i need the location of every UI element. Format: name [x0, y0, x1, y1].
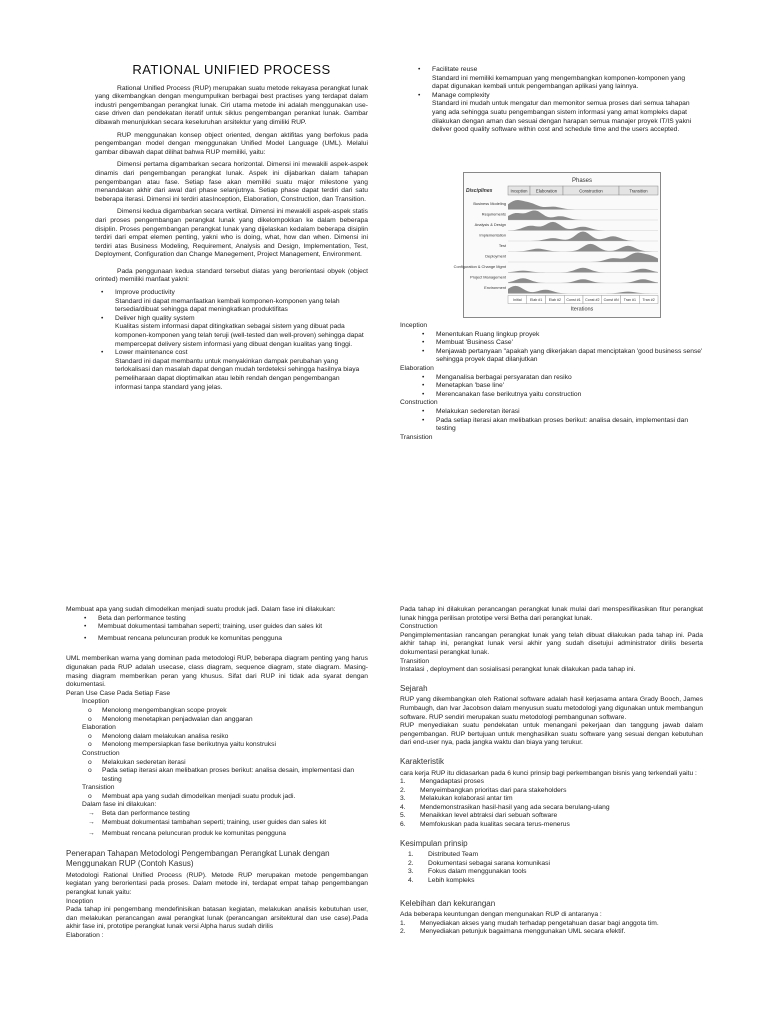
- list-item: [82, 741, 368, 750]
- phase-label: Elaboration: [400, 364, 434, 372]
- karakteristik-title: Karakteristik: [400, 756, 445, 766]
- penerapan-paragraph: Metodologi Rational Unified Process (RUP). Metode RUP merupakan metode pengembangan kegiatan yang berorientasi pada proses. Dalam metode ini, terdapat empat tahap pengembangan perangkat lunak yaitu:: [66, 871, 368, 897]
- list-item: • Membuat rencana peluncuran produk ke komunitas pengguna: [84, 634, 283, 642]
- bullet-mark: •: [422, 347, 425, 355]
- discipline-hump: [508, 268, 658, 273]
- phase-name: Construction: [579, 188, 603, 194]
- page1-right-column: [400, 66, 703, 135]
- list-item: [416, 382, 703, 391]
- discipline-hump: [508, 200, 658, 210]
- number-mark: 1.: [400, 919, 406, 927]
- list-item: [408, 851, 703, 860]
- list-item-text: Mengadaptasi proses: [420, 778, 484, 786]
- iteration-label: Const #2: [585, 298, 600, 302]
- peran-title: Peran Use Case Pada Setiap Fase: [66, 689, 171, 697]
- list-item: [400, 821, 703, 830]
- number-mark: 6.: [400, 821, 406, 829]
- discipline-label: Business Modeling: [473, 201, 506, 206]
- discipline-label: Requirements: [481, 211, 506, 217]
- list-item-text: Menolong dalam melakukan analisa resiko: [102, 732, 229, 740]
- rup-hump-diagram: [453, 172, 661, 318]
- discipline-label: Deployment: [485, 253, 506, 259]
- number-mark: 1.: [400, 778, 406, 786]
- list-item: [408, 877, 703, 886]
- bullet-mark: •: [422, 390, 425, 398]
- list-item: [416, 417, 703, 434]
- benefits-list-continued: [400, 66, 703, 135]
- uml-paragraph: UML memberikan warna yang dominan pada metodologi RUP, beberapa diagram penting yang harus digunakan pada RUP adalah usecase, class diagram, sequence diagram, state diagram. Masing-masing diagram memberikan peran yang khusus. Sifat dari RUP ini tidak ada syarat dengan dokumentasi.: [66, 655, 368, 689]
- transition-paragraph: Instalasi , deployment dan sosialisasi perangkat lunak dilakukan pada tahap ini.: [400, 666, 636, 674]
- number-mark: 3.: [400, 795, 406, 803]
- list-item: [82, 759, 368, 768]
- list-item: [416, 348, 703, 365]
- intro-paragraph: Rational Unified Process (RUP) merupakan suatu metode rekayasa perangkat lunak yang dikembangkan dengan mengumpulkan berbagai best practises yang terdapat dalam industri pengembangan perangkat lunak. Ciri utama metode ini adalah menggunakan use-case driven dan pendekatan iteratif untuk siklus pengembangan perankat lunak. Gambar dibawah menunjukkan secara keseluruhan arsitektur yang dimiliki RUP.: [95, 84, 368, 126]
- bullet-mark: •: [422, 339, 425, 347]
- list-item: [82, 733, 368, 742]
- rup-diagram-svg: [453, 173, 660, 317]
- inception-paragraph: Pada tahap ini pengembang mendefinisikan batasan kegiatan, melakukan analisis kebutuhan user, dan melakukan perancangan awal perangkat lunak (perancangan arsitektural dan use case).Pada akhir fase ini, prototipe perangkat lunak versi Alpha harus sudah dirilis: [66, 906, 368, 931]
- list-item: • Membuat dokumentasi tambahan seperti; training, user guides dan sales kit: [84, 623, 323, 631]
- peran-items: [82, 759, 368, 785]
- list-item: [400, 778, 703, 787]
- list-item-text: Melakukan sederetan iterasi: [102, 758, 186, 766]
- benefits-list: [95, 289, 368, 392]
- discipline-hump: [508, 211, 658, 221]
- peran-items: [82, 733, 368, 750]
- peran-phase-label: Transistion: [82, 784, 115, 792]
- list-item: [82, 716, 368, 725]
- iteration-label: Const #N: [603, 298, 619, 302]
- discipline-label: Implementation: [479, 232, 506, 238]
- discipline-hump: [508, 253, 658, 263]
- list-item: → Membuat rencana peluncuran produk ke komunitas pengguna: [88, 830, 287, 838]
- list-item: [408, 860, 703, 869]
- kelebihan-paragraph: Ada beberapa keuntungan dengan mengunakan RUP di antaranya :: [400, 911, 602, 919]
- iteration-label: Const #1: [566, 298, 581, 302]
- iteration-label: Initial: [513, 298, 522, 302]
- list-item: [408, 868, 703, 877]
- bullet-mark: •: [422, 407, 425, 415]
- number-mark: 2.: [400, 786, 406, 794]
- transition-label: Transition: [400, 657, 430, 665]
- list-item: [416, 339, 703, 348]
- list-item: • Improve productivity Standard ini dapat memanfaatkan kembali komponen-komponen yang telah tersedia/dibuat sehingga dapat meningkatkan produktifitas: [101, 289, 340, 314]
- bullet-mark: •: [422, 382, 425, 390]
- list-item-text: Pada setiap iterasi akan melibatkan proses berikut: analisa desain, implementasi dan testing: [436, 416, 689, 433]
- phases-heading: Phases: [571, 178, 593, 184]
- elaboration-label: Elaboration :: [66, 932, 104, 939]
- list-item-text: Menaikkan level abtraksi dari sebuah software: [420, 812, 558, 820]
- elaboration-paragraph: Pada tahap ini dilakukan perancangan perangkat lunak mulai dari menspesifikasikan fitur perangkat lunak hingga perilisan prototipe versi Betha dari perangkat lunak.: [400, 606, 703, 622]
- bullet-mark: o: [88, 741, 92, 749]
- peran-phase-label: Inception: [82, 698, 110, 706]
- phase-name: Transition: [629, 188, 648, 194]
- phase-name: Elaboration: [535, 188, 558, 194]
- list-item: [400, 787, 703, 796]
- discipline-hump: [508, 244, 658, 252]
- list-item-text: Dokumentasi sebagai sarana komunikasi: [428, 859, 550, 867]
- list-item: → Beta dan performance testing: [88, 810, 190, 818]
- list-item: [416, 408, 703, 417]
- phase-label: Transistion: [400, 433, 433, 441]
- list-item-text: Menentukan Ruang lingkup proyek: [436, 330, 540, 338]
- list-item-text: Distributed Team: [428, 851, 479, 859]
- peran-items: [82, 793, 368, 802]
- number-mark: 4.: [400, 803, 406, 811]
- page2-left-column: [66, 606, 368, 941]
- phase-items: [400, 408, 703, 434]
- list-item: [400, 804, 703, 813]
- phase-label: Construction: [400, 399, 438, 407]
- iteration-label: Tran #1: [623, 298, 637, 302]
- kelebihan-title: Kelebihan dan kekurangan: [400, 898, 496, 908]
- phase-label: Inception: [400, 322, 428, 329]
- list-item-text: Menganalisa berbagai persyaratan dan resiko: [436, 373, 572, 381]
- list-item-text: Fokus dalam menggunakan tools: [428, 868, 527, 876]
- number-mark: 1.: [408, 851, 414, 859]
- list-item: [82, 793, 368, 802]
- list-item: [400, 928, 703, 937]
- discipline-label: Project Management: [470, 274, 506, 280]
- peran-phase-label: Construction: [82, 749, 120, 757]
- iterations-heading: Iterations: [570, 306, 594, 313]
- list-item: [82, 707, 368, 716]
- list-item-text: Merencanakan fase berikutnya yaitu construction: [436, 390, 582, 398]
- list-item: • Lower maintenance cost Standard ini dapat membantu untuk menyakinkan dampak perubahan yang terlokalisasi dan masalah dapat dengan mudah terdeteksi sehingga hasilnya biaya pemeliharaan dapat dioptimalkan atau lebih rendah dengan pengembangan informasi tanpa standard yang jelas.: [101, 349, 360, 391]
- discipline-label: Analysis & Design: [474, 222, 506, 227]
- discipline-label: Test: [498, 243, 506, 248]
- list-item-text: Menjawab pertanyaan "apakah yang dikerjakan dapat menciptakan 'good business sense' sehingga proyek dapat dilanjutkan: [436, 347, 703, 364]
- number-mark: 3.: [408, 868, 414, 876]
- list-item: • Deliver high quality system Kualitas sistem informasi dapat ditingkatkan sebagai sistem yang dibuat pada komponen-komponen yang telah teruji (well-tested dan well-proven) sehingga dapat mempercepat delivery sistem informasi yang dibuat dengan kualitas yang tinggi.: [101, 314, 364, 348]
- sejarah-paragraph-1: RUP yang dikembangkan oleh Rational software adalah hasil kerjasama antara Grady Booch, James Rumbaugh, dan Ivar Jacobson dalam menyusun suatu metodologi yang digunakan untuk membangun software. RUP sendiri merupakan suatu metodologi pembangunan software.: [400, 696, 703, 721]
- iteration-label: Elab #1: [530, 298, 543, 302]
- list-item: [400, 812, 703, 821]
- list-item-text: Menyeimbangkan prioritas dari para stakeholders: [420, 786, 567, 794]
- karakteristik-paragraph: cara kerja RUP itu didasarkan pada 6 kunci prinsip bagi perkembangan bisnis yang terkendali yaitu :: [400, 769, 697, 777]
- list-item: [416, 331, 703, 340]
- bullet-mark: o: [88, 706, 92, 714]
- kelebihan-list: [400, 920, 703, 937]
- list-item: • Facilitate reuse Standard ini memiliki kemampuan yang mengembangkan komponen-komponen yang dapat digunakan kembali untuk pengembangan aplikasi yang lainnya.: [418, 66, 686, 91]
- page1-left-column: [95, 62, 368, 392]
- oo-paragraph: RUP menggunakan konsep object oriented, dengan aktifitas yang berfokus pada pengembangan model dengan menggunakan Unified Model Language (UML). Melalui gambar dibawah dapat dilihat bahwa RUP memiliki, yaitu:: [95, 131, 368, 156]
- list-item: [400, 920, 703, 929]
- list-item: [82, 767, 368, 784]
- bullet-mark: o: [88, 715, 92, 723]
- list-item: [416, 374, 703, 383]
- list-item-text: Memfokuskan pada kualitas secara terus-menerus: [420, 821, 570, 829]
- list-item-text: Menetapkan 'base line': [436, 382, 504, 390]
- bullet-mark: o: [88, 732, 92, 740]
- number-mark: 4.: [408, 877, 414, 885]
- bullet-mark: o: [88, 758, 92, 766]
- page2-right-column: [400, 606, 703, 937]
- construction-paragraph: Pengimplementasian rancangan perangkat lunak yang telah dibuat dilakukan pada tahap ini. Pada akhir tahap ini, perangkat lunak versi akhir yang sudah disetujui administrator dirilis beserta dokumentasi perangkat lunak.: [400, 631, 703, 656]
- discipline-label: Environment: [484, 285, 506, 290]
- phases-list: [400, 322, 703, 442]
- page-title: RATIONAL UNIFIED PROCESS: [132, 62, 331, 77]
- disciplines-heading: Disciplines: [466, 188, 493, 194]
- number-mark: 5.: [400, 812, 406, 820]
- list-item-text: Menyediakan akses yang mudah terhadap pengetahuan dasar bagi anggota tim.: [420, 919, 659, 927]
- discipline-hump: [508, 232, 658, 242]
- vertical-dimension-paragraph: Dimensi kedua digambarkan secara vertikal. Dimensi ini mewakili aspek-aspek statis dari proses pengembangan perangkat lunak yang dikelompokkan ke dalam beberapa disiplin. Proses pengembangan perangkat lunak yang dijelaskan kedalam beberapa disiplin terdiri dari empat elemen penting, yakni who is doing, what, how dan when. Dimensi ini terdiri atas Business Modeling, Requirement, Analysis and Design, Implementation, Test, Deployment, Configuration dan Change Manegement, Project Management, Environment.: [95, 208, 368, 259]
- discipline-hump: [508, 278, 658, 283]
- list-item: [400, 795, 703, 804]
- list-item: → Membuat dokumentasi tambahan seperti; training, user guides dan sales kit: [88, 818, 327, 826]
- bullet-mark: o: [88, 767, 92, 775]
- transition-activities: [66, 615, 368, 644]
- list-item: [416, 391, 703, 400]
- transition-intro: Membuat apa yang sudah dimodelkan menjadi suatu produk jadi. Dalam fase ini dilakukan:: [66, 606, 336, 613]
- horizontal-dimension-paragraph: Dimensi pertama digambarkan secara horizontal. Dimensi ini mewakili aspek-aspek dinamis dari pengembangan perangkat lunak. Aspek ini dijabarkan dalam tahapan pengembangan atau fase. Setiap fase akan memiliki suatu major milestone yang menandakan akhir dari awal dari phase selanjutnya. Setiap phase dapat terdiri dari satu beberapa iterasi. Dimensi ini terdiri atasInception, Elaboration, Construction, dan Transition.: [95, 161, 368, 203]
- inception-label: Inception: [66, 897, 94, 905]
- karakteristik-list: [400, 778, 703, 830]
- iteration-label: Elab #2: [548, 298, 561, 302]
- bullet-mark: •: [422, 416, 425, 424]
- phase-items: [400, 331, 703, 365]
- list-item-text: Menyediakan petunjuk bagaimana menggunakan UML secara efektif.: [420, 928, 626, 936]
- kesimpulan-list: [400, 851, 703, 885]
- list-item-text: Menolong mengembangkan scope proyek: [102, 706, 227, 714]
- bullet-mark: o: [88, 792, 92, 800]
- discipline-hump: [508, 222, 658, 231]
- peran-phase-label: Elaboration: [82, 724, 116, 732]
- phase-name: Inception: [510, 188, 528, 194]
- discipline-label: Configuration & Change Mgmt: [453, 264, 506, 269]
- number-mark: 2.: [408, 859, 414, 867]
- iteration-label: Tran #2: [642, 298, 655, 302]
- list-item-text: Membuat 'Business Case': [436, 339, 513, 347]
- list-item-text: Menolong mempersiapkan fase berikutnya yaitu konstruksi: [102, 741, 276, 749]
- discipline-hump: [508, 286, 658, 294]
- fase-ini-label: Dalam fase ini dilakukan:: [82, 801, 157, 809]
- list-item: • Manage complexity Standard ini mudah untuk mengatur dan memonitor semua proses dari semua tahapan yang ada sehingga suatu pengembangan sistem informasi yang amat kompleks dapat dilakukan dengan aman dan sesuai dengan harapan semua manajer proyek IT/IS yakni deliver good quality software within cost and schedule time and the users accepted.: [418, 91, 692, 134]
- bullet-mark: •: [422, 330, 425, 338]
- list-item-text: Pada setiap iterasi akan melibatkan proses berikut: analisa desain, implementasi dan testing: [102, 767, 355, 783]
- sejarah-title: Sejarah: [400, 683, 428, 693]
- list-item-text: Mendemonstrasikan hasil-hasil yang ada secara berulang-ulang: [420, 803, 610, 811]
- list-item: • Beta dan performance testing: [84, 614, 186, 622]
- list-item-text: Membuat apa yang sudah dimodelkan menjadi suatu produk jadi.: [102, 792, 296, 800]
- sejarah-paragraph-2: RUP menyediakan suatu pendekatan untuk menangani pekerjaan dan tanggung jawab dalam pengembangan. RUP bertujuan untuk menghasilkan suatu software yang sesuai dengan kebutuhan dari end-user nya, pada jangka waktu dan biaya yang terukur.: [400, 722, 703, 747]
- list-item-text: Lebih kompleks: [428, 877, 475, 885]
- phases-section: [400, 322, 703, 442]
- benefits-intro-paragraph: Pada penggunaan kedua standard tersebut diatas yang berorientasi obyek (object orinted) memiliki manfaat yakni:: [95, 267, 368, 284]
- peran-items: [82, 707, 368, 724]
- list-item-text: Menolong menetapkan penjadwalan dan anggaran: [102, 715, 253, 723]
- kesimpulan-title: Kesimpulan prinsip: [400, 838, 468, 848]
- list-item-text: Melakukan kolaborasi antar tim: [420, 795, 513, 803]
- penerapan-title: Penerapan Tahapan Metodologi Pengembangan Perangkat Lunak dengan Menggunakan RUP (Contoh Kasus): [66, 848, 330, 868]
- list-item-text: Melakukan sederetan iterasi: [436, 407, 520, 415]
- number-mark: 2.: [400, 928, 406, 936]
- bullet-mark: •: [422, 373, 425, 381]
- construction-label: Construction: [400, 623, 438, 631]
- fase-ini-list: [66, 810, 368, 839]
- peran-list: [66, 698, 368, 801]
- phase-items: [400, 374, 703, 400]
